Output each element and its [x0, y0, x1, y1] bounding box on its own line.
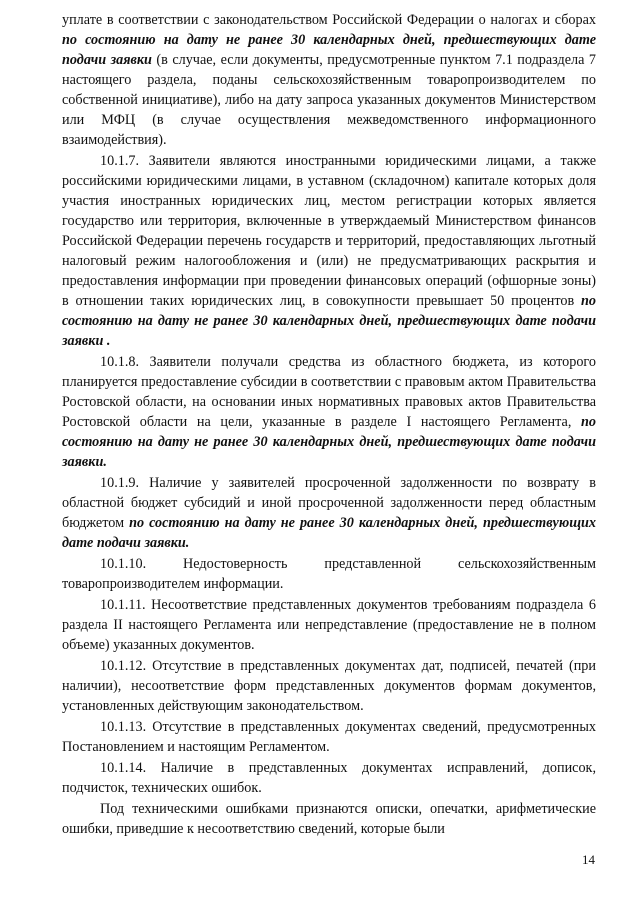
paragraph-10-1-13: [62, 717, 596, 757]
paragraph-10-1-10: [62, 554, 596, 594]
page-number: 14: [582, 852, 595, 867]
text-segment: Под техническими ошибками признаются описки, опечатки, арифметические ошибки, приведшие к несоответствию сведений, которые были: [62, 801, 596, 837]
text-segment: 10.1.11. Несоответствие представленных документов требованиям подраздела 6 раздела II настоящего Регламента или непредставление (предоставление не в полном объеме) указанных документов.: [62, 597, 596, 653]
text-segment: уплате в соответствии с законодательством Российской Федерации о налогах и сборах: [62, 12, 596, 28]
paragraph-10-1-8: [62, 352, 596, 472]
text-segment: (в случае, если документы, предусмотренные пунктом 7.1 подраздела 7 настоящего раздела, поданы сельскохозяйственным товаропроизводителем по собственной инициативе), либо на дату запроса указанных документов Министерством или МФЦ (в случае осуществления межведомственного информационного взаимодействия).: [62, 52, 597, 148]
text-segment: 10.1.9. Наличие у заявителей просроченной задолженности по возврату в областной бюджет субсидий и иной просроченной задолженности перед областным бюджетом: [62, 475, 596, 531]
emphasized-text: по состоянию на дату не ранее 30 календарных дней, предшествующих дате подачи заявки .: [62, 293, 596, 349]
text-segment: 10.1.10. Недостоверность представленной сельскохозяйственным товаропроизводителем информации.: [62, 556, 596, 592]
document-body: [62, 10, 596, 840]
text-segment: 10.1.13. Отсутствие в представленных документах сведений, предусмотренных Постановлением и настоящим Регламентом.: [62, 719, 596, 755]
emphasized-text: по состоянию на дату не ранее 30 календарных дней, предшествующих дате подачи заявки.: [62, 515, 597, 551]
paragraph-10-1-9: [62, 473, 596, 553]
text-segment: 10.1.12. Отсутствие в представленных документах дат, подписей, печатей (при наличии), несоответствие форм представленных документов формам документов, установленных действующим законодательством.: [62, 658, 596, 714]
paragraph-10-1-12: [62, 656, 596, 716]
text-segment: 10.1.7. Заявители являются иностранными юридическими лицами, а также российскими юридическими лицами, в уставном (складочном) капитале которых доля участия иностранных юридических лиц, местом регистрации которых является государство или территория, включенные в утверждаемый Министерством финансов Российской Федерации перечень государств и территорий, предоставляющих льготный налоговый режим налогообложения и (или) не предусматривающих раскрытия и предоставления информации при проведении финансовых операций (офшорные зоны) в отношении таких юридических лиц, в совокупности превышает 50 процентов: [62, 153, 596, 309]
text-segment: 10.1.14. Наличие в представленных документах исправлений, дописок, подчисток, технических ошибок.: [62, 760, 596, 796]
emphasized-text: по состоянию на дату не ранее 30 календарных дней, предшествующих дате подачи заявки.: [62, 414, 596, 470]
paragraph-technical-errors: [62, 799, 596, 839]
paragraph-10-1-14: [62, 758, 596, 798]
text-segment: 10.1.8. Заявители получали средства из областного бюджета, из которого планируется предоставление субсидии в соответствии с правовым актом Правительства Ростовской области, на основании иных нормативных правовых актов Правительства Ростовской области на цели, указанные в разделе I настоящего Регламента,: [62, 354, 596, 430]
emphasized-text: по состоянию на дату не ранее 30 календарных дней, предшествующих дате подачи заявки: [62, 32, 596, 68]
paragraph-10-1-11: [62, 595, 596, 655]
paragraph-10-1-7: [62, 151, 596, 351]
paragraph: [62, 10, 596, 150]
